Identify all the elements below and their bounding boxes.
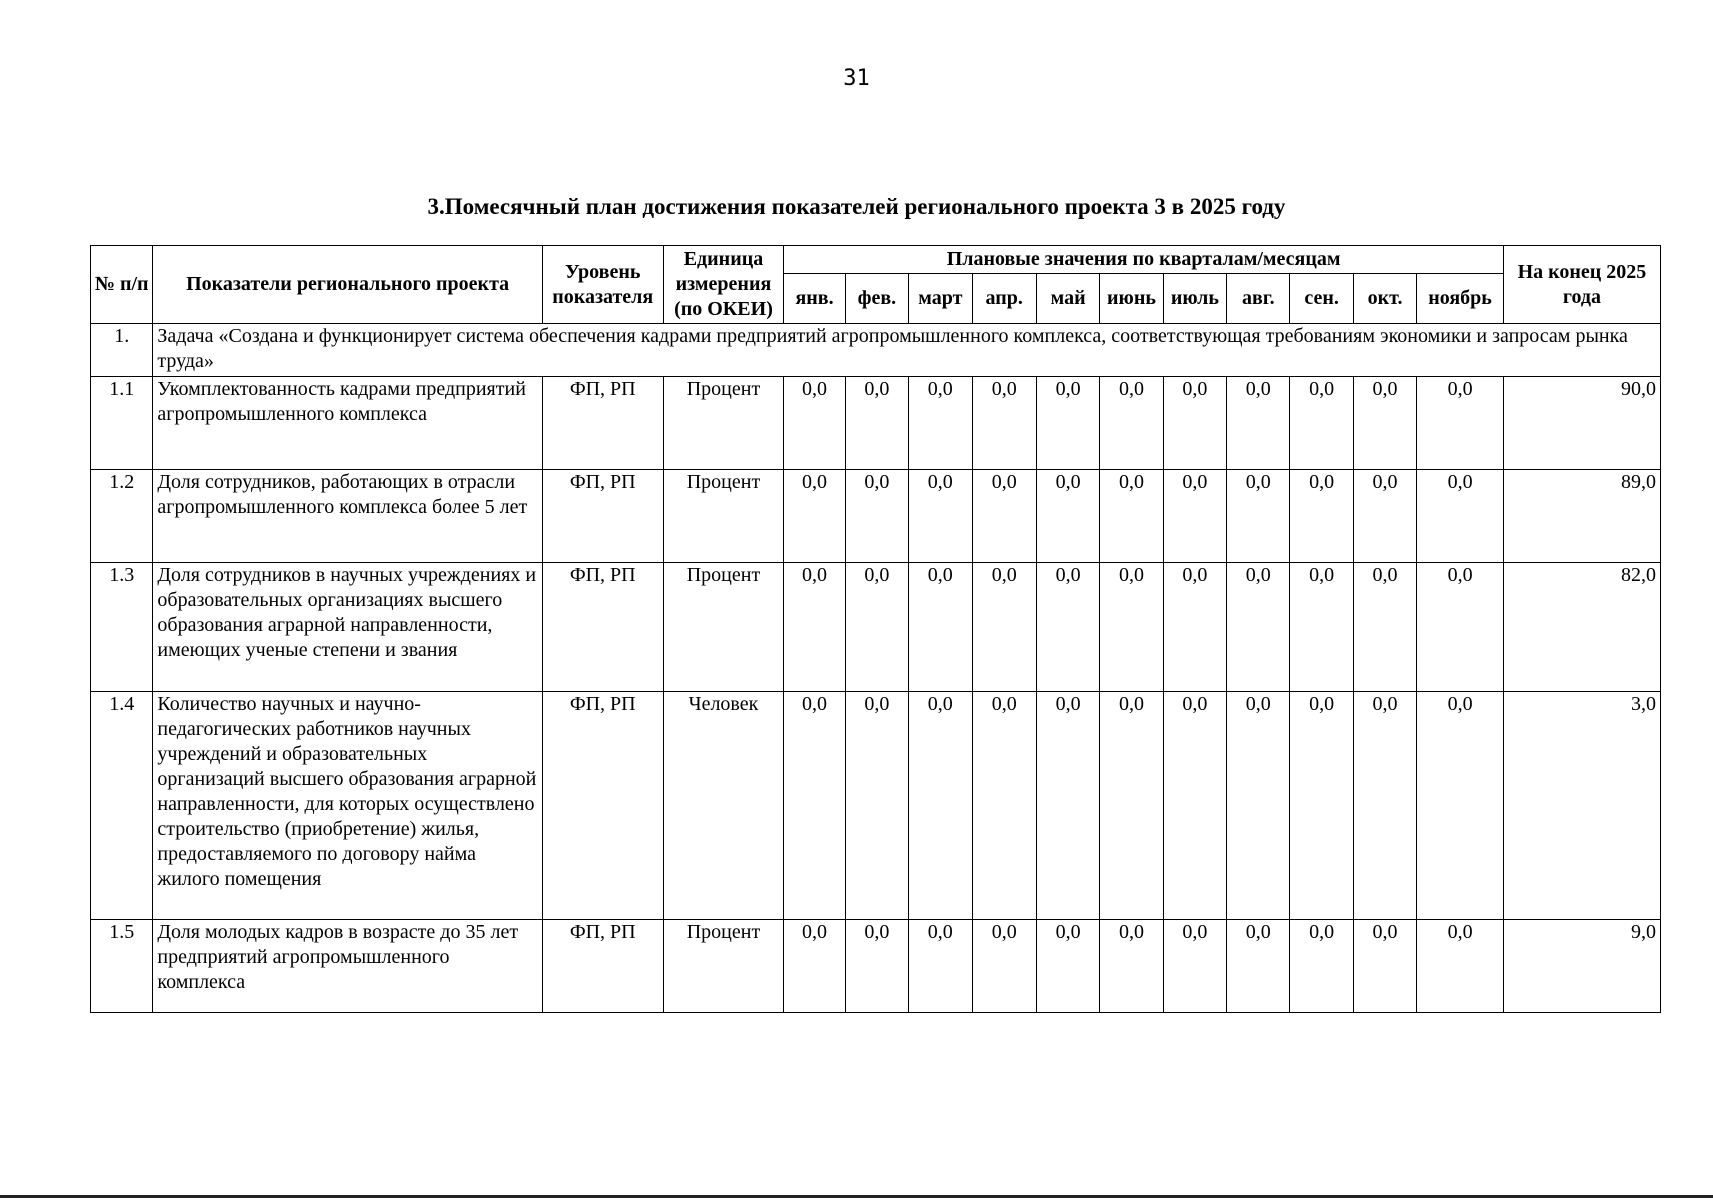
month-value: 0,0 bbox=[1353, 920, 1416, 1013]
month-value: 0,0 bbox=[1163, 377, 1226, 470]
month-value: 0,0 bbox=[1036, 377, 1099, 470]
month-value: 0,0 bbox=[1417, 377, 1504, 470]
header-indicator: Показатели регионального проекта bbox=[153, 246, 542, 324]
table-row bbox=[91, 692, 1661, 920]
month-value: 0,0 bbox=[845, 470, 908, 563]
task-text: Задача «Создана и функционирует система обеспечения кадрами предприятий агропромышленного комплекса, соответствующая требованиям экономики и запросам рынка труда» bbox=[153, 324, 1661, 377]
indicator-level: ФП, РП bbox=[542, 692, 663, 920]
month-value: 0,0 bbox=[1227, 563, 1290, 692]
indicator-unit: Процент bbox=[663, 920, 784, 1013]
indicator-unit: Процент bbox=[663, 470, 784, 563]
header-month: июль bbox=[1163, 274, 1226, 324]
month-value: 0,0 bbox=[1036, 692, 1099, 920]
month-value: 0,0 bbox=[1163, 563, 1226, 692]
table-body bbox=[91, 324, 1661, 1013]
header-month: ноябрь bbox=[1417, 274, 1504, 324]
month-value: 0,0 bbox=[1353, 470, 1416, 563]
indicator-level: ФП, РП bbox=[542, 377, 663, 470]
header-unit: Единица измерения (по ОКЕИ) bbox=[663, 246, 784, 324]
month-value: 0,0 bbox=[1290, 920, 1353, 1013]
month-value: 0,0 bbox=[1290, 692, 1353, 920]
header-planned-group: Плановые значения по кварталам/месяцам bbox=[784, 246, 1504, 274]
month-value: 0,0 bbox=[1100, 377, 1163, 470]
table-header bbox=[91, 246, 1661, 324]
month-value: 0,0 bbox=[1227, 377, 1290, 470]
month-value: 0,0 bbox=[784, 377, 845, 470]
month-value: 0,0 bbox=[1100, 563, 1163, 692]
month-value: 0,0 bbox=[1163, 470, 1226, 563]
task-num: 1. bbox=[91, 324, 153, 377]
header-month: сен. bbox=[1290, 274, 1353, 324]
document-title: 3.Помесячный план достижения показателей регионального проекта 3 в 2025 году bbox=[427, 194, 1286, 219]
row-num: 1.4 bbox=[91, 692, 153, 920]
month-value: 0,0 bbox=[845, 563, 908, 692]
header-month: июнь bbox=[1100, 274, 1163, 324]
month-value: 0,0 bbox=[972, 563, 1036, 692]
indicator-name: Укомплектованность кадрами предприятий агропромышленного комплекса bbox=[153, 377, 542, 470]
month-value: 0,0 bbox=[1290, 563, 1353, 692]
header-num: № п/п bbox=[91, 246, 153, 324]
month-value: 0,0 bbox=[909, 692, 972, 920]
indicator-level: ФП, РП bbox=[542, 563, 663, 692]
header-month: фев. bbox=[845, 274, 908, 324]
header-end-of-year: На конец 2025 года bbox=[1503, 246, 1660, 324]
month-value: 0,0 bbox=[1290, 470, 1353, 563]
month-value: 0,0 bbox=[909, 470, 972, 563]
indicator-name: Доля молодых кадров в возрасте до 35 лет предприятий агропромышленного комплекса bbox=[153, 920, 542, 1013]
header-month: март bbox=[909, 274, 972, 324]
indicator-unit: Процент bbox=[663, 377, 784, 470]
row-num: 1.5 bbox=[91, 920, 153, 1013]
indicator-name: Доля сотрудников, работающих в отрасли агропромышленного комплекса более 5 лет bbox=[153, 470, 542, 563]
month-value: 0,0 bbox=[909, 377, 972, 470]
month-value: 0,0 bbox=[1100, 920, 1163, 1013]
indicator-level: ФП, РП bbox=[542, 920, 663, 1013]
month-value: 0,0 bbox=[784, 470, 845, 563]
month-value: 0,0 bbox=[1227, 920, 1290, 1013]
month-value: 0,0 bbox=[784, 563, 845, 692]
month-value: 0,0 bbox=[972, 920, 1036, 1013]
indicator-unit: Человек bbox=[663, 692, 784, 920]
month-value: 0,0 bbox=[972, 377, 1036, 470]
table-row bbox=[91, 377, 1661, 470]
month-value: 0,0 bbox=[972, 470, 1036, 563]
month-value: 0,0 bbox=[845, 377, 908, 470]
indicator-level: ФП, РП bbox=[542, 470, 663, 563]
page-number: 31 bbox=[843, 66, 870, 91]
month-value: 0,0 bbox=[845, 920, 908, 1013]
month-value: 0,0 bbox=[1353, 692, 1416, 920]
scan-edge-line bbox=[0, 1195, 1713, 1198]
end-of-year-value: 90,0 bbox=[1503, 377, 1660, 470]
month-value: 0,0 bbox=[784, 920, 845, 1013]
month-value: 0,0 bbox=[845, 692, 908, 920]
month-value: 0,0 bbox=[909, 920, 972, 1013]
row-num: 1.2 bbox=[91, 470, 153, 563]
month-value: 0,0 bbox=[1417, 920, 1504, 1013]
month-value: 0,0 bbox=[1163, 692, 1226, 920]
month-value: 0,0 bbox=[1417, 692, 1504, 920]
task-row bbox=[91, 324, 1661, 377]
table-row bbox=[91, 470, 1661, 563]
month-value: 0,0 bbox=[1163, 920, 1226, 1013]
month-value: 0,0 bbox=[1417, 470, 1504, 563]
month-value: 0,0 bbox=[1100, 470, 1163, 563]
table-row bbox=[91, 563, 1661, 692]
end-of-year-value: 82,0 bbox=[1503, 563, 1660, 692]
monthly-plan-table bbox=[90, 245, 1661, 1013]
header-month: май bbox=[1036, 274, 1099, 324]
month-value: 0,0 bbox=[1353, 563, 1416, 692]
month-value: 0,0 bbox=[1100, 692, 1163, 920]
header-month: апр. bbox=[972, 274, 1036, 324]
month-value: 0,0 bbox=[1036, 470, 1099, 563]
month-value: 0,0 bbox=[1353, 377, 1416, 470]
month-value: 0,0 bbox=[1227, 692, 1290, 920]
header-month: авг. bbox=[1227, 274, 1290, 324]
end-of-year-value: 9,0 bbox=[1503, 920, 1660, 1013]
end-of-year-value: 89,0 bbox=[1503, 470, 1660, 563]
month-value: 0,0 bbox=[909, 563, 972, 692]
month-value: 0,0 bbox=[1417, 563, 1504, 692]
month-value: 0,0 bbox=[972, 692, 1036, 920]
row-num: 1.1 bbox=[91, 377, 153, 470]
indicator-unit: Процент bbox=[663, 563, 784, 692]
header-level: Уровень показателя bbox=[542, 246, 663, 324]
month-value: 0,0 bbox=[1227, 470, 1290, 563]
month-value: 0,0 bbox=[784, 692, 845, 920]
indicator-name: Доля сотрудников в научных учреждениях и образовательных организациях высшего образования аграрной направленности, имеющих ученые степени и звания bbox=[153, 563, 542, 692]
month-value: 0,0 bbox=[1036, 563, 1099, 692]
row-num: 1.3 bbox=[91, 563, 153, 692]
indicator-name: Количество научных и научно-педагогических работников научных учреждений и образовательных организаций высшего образования аграрной направленности, для которых осуществлено строительство (приобретение) жилья, предоставляемого по договору найма жилого помещения bbox=[153, 692, 542, 920]
header-month: окт. bbox=[1353, 274, 1416, 324]
end-of-year-value: 3,0 bbox=[1503, 692, 1660, 920]
header-month: янв. bbox=[784, 274, 845, 324]
month-value: 0,0 bbox=[1036, 920, 1099, 1013]
month-value: 0,0 bbox=[1290, 377, 1353, 470]
table-row bbox=[91, 920, 1661, 1013]
